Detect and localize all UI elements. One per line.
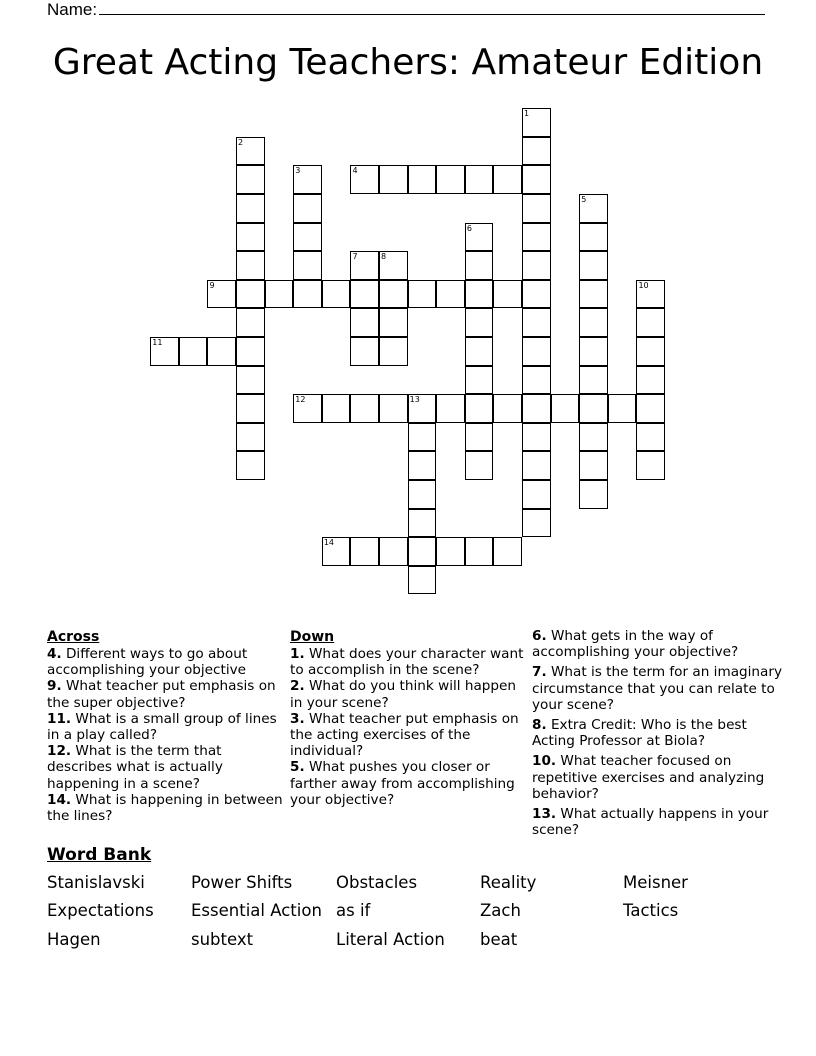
clue-number: 14 <box>323 538 335 548</box>
grid-cell[interactable] <box>379 280 408 309</box>
across-clues <box>47 628 287 824</box>
clue-number: 7 <box>352 252 358 262</box>
grid-cell[interactable] <box>350 394 379 423</box>
clue-text: Extra Credit: Who is the best Acting Professor at Biola? <box>532 717 747 750</box>
grid-cell[interactable] <box>579 423 608 452</box>
clue-text: Different ways to go about accomplishing your objective <box>47 646 248 679</box>
grid-cell[interactable] <box>350 537 379 566</box>
grid-cell[interactable] <box>465 451 494 480</box>
grid-cell[interactable] <box>465 165 494 194</box>
word-bank-item: Hagen <box>47 930 101 949</box>
grid-cell[interactable] <box>465 423 494 452</box>
clue-text: What is a small group of lines in a play called? <box>47 710 277 744</box>
grid-cell[interactable] <box>636 423 665 452</box>
grid-cell[interactable] <box>522 251 551 280</box>
grid-cell[interactable] <box>493 537 522 566</box>
grid-cell[interactable] <box>293 394 322 423</box>
clue-number: 6 <box>466 223 472 233</box>
grid-cell[interactable] <box>236 280 265 309</box>
word-bank-item: Meisner <box>623 873 688 892</box>
grid-cell[interactable] <box>322 394 351 423</box>
clue <box>532 753 782 802</box>
grid-cell[interactable] <box>379 337 408 366</box>
clue-text: What do you think will happen in your scene? <box>290 678 517 711</box>
across-heading: Across <box>47 629 100 645</box>
grid-cell[interactable] <box>465 223 494 252</box>
grid-cell[interactable] <box>493 394 522 423</box>
grid-cell[interactable] <box>636 337 665 366</box>
clue-num: 6. <box>532 628 547 644</box>
clue <box>532 717 782 749</box>
clue-num: 1. <box>290 646 305 662</box>
grid-cell[interactable] <box>579 223 608 252</box>
clue <box>290 678 530 710</box>
grid-cell[interactable] <box>579 280 608 309</box>
down-clues <box>290 628 530 808</box>
word-bank-item: Expectations <box>47 901 154 920</box>
grid-cell[interactable] <box>579 366 608 395</box>
word-bank-item: as if <box>336 901 371 920</box>
clue-number: 1 <box>524 109 530 119</box>
grid-cell[interactable] <box>293 194 322 223</box>
grid-cell[interactable] <box>465 308 494 337</box>
grid-cell[interactable] <box>522 337 551 366</box>
grid-cell[interactable] <box>236 137 265 166</box>
grid-cell[interactable] <box>436 280 465 309</box>
clue-num: 2. <box>290 678 305 695</box>
grid-cell[interactable] <box>522 194 551 223</box>
grid-cell[interactable] <box>293 223 322 252</box>
grid-cell[interactable] <box>522 108 551 137</box>
grid-cell[interactable] <box>579 394 608 423</box>
grid-cell[interactable] <box>236 337 265 366</box>
grid-cell[interactable] <box>322 537 351 566</box>
grid-cell[interactable] <box>579 194 608 223</box>
grid-cell[interactable] <box>379 308 408 337</box>
clue-number: 13 <box>409 395 420 405</box>
clue-text: What does your character want to accomplish in the scene? <box>290 646 524 679</box>
clue-text: What teacher put emphasis on the super objective? <box>47 678 276 711</box>
grid-cell[interactable] <box>522 280 551 309</box>
grid-cell[interactable] <box>408 537 437 566</box>
grid-cell[interactable] <box>322 280 351 309</box>
clue-number: 8 <box>381 252 387 262</box>
clue-num: 7. <box>532 664 547 681</box>
grid-cell[interactable] <box>579 480 608 509</box>
grid-cell[interactable] <box>236 366 265 395</box>
grid-cell[interactable] <box>408 566 437 595</box>
grid-cell[interactable] <box>493 280 522 309</box>
grid-cell[interactable] <box>636 308 665 337</box>
clue-number: 2 <box>238 137 244 147</box>
clue-num: 5. <box>290 759 305 776</box>
clue <box>47 678 287 710</box>
grid-cell[interactable] <box>236 451 265 480</box>
grid-cell[interactable] <box>636 394 665 423</box>
grid-cell[interactable] <box>465 280 494 309</box>
word-bank-item: Zach <box>480 901 521 920</box>
grid-cell[interactable] <box>408 509 437 538</box>
grid-cell[interactable] <box>408 165 437 194</box>
grid-cell[interactable] <box>636 366 665 395</box>
clue <box>47 711 287 743</box>
word-bank-item: Reality <box>480 873 537 892</box>
grid-cell[interactable] <box>150 337 179 366</box>
grid-cell[interactable] <box>207 280 236 309</box>
clue-number: 11 <box>152 338 163 348</box>
grid-cell[interactable] <box>350 280 379 309</box>
grid-cell[interactable] <box>579 451 608 480</box>
clue-text: What is the term that describes what is actually happening in a scene? <box>47 743 223 792</box>
grid-cell[interactable] <box>636 451 665 480</box>
clue <box>532 664 782 713</box>
grid-cell[interactable] <box>293 280 322 309</box>
grid-cell[interactable] <box>408 451 437 480</box>
grid-cell[interactable] <box>551 394 580 423</box>
grid-cell[interactable] <box>265 280 294 309</box>
clue-number: 9 <box>209 280 215 290</box>
grid-cell[interactable] <box>350 308 379 337</box>
clue-num: 11. <box>47 710 72 727</box>
grid-cell[interactable] <box>436 165 465 194</box>
clue-number: 10 <box>638 280 649 290</box>
grid-cell[interactable] <box>236 308 265 337</box>
grid-cell[interactable] <box>579 308 608 337</box>
clue <box>532 628 782 660</box>
grid-cell[interactable] <box>236 394 265 423</box>
grid-cell[interactable] <box>236 223 265 252</box>
word-bank-item: Power Shifts <box>191 873 293 892</box>
grid-cell[interactable] <box>636 280 665 309</box>
word-bank-item: Stanislavski <box>47 873 145 892</box>
grid-cell[interactable] <box>236 165 265 194</box>
grid-cell[interactable] <box>579 251 608 280</box>
grid-cell[interactable] <box>379 165 408 194</box>
clue-text: What actually happens in your scene? <box>532 806 769 839</box>
clue-text: What is the term for an imaginary circumstance that you can relate to your scene? <box>532 664 783 713</box>
clue-num: 4. <box>47 646 62 662</box>
clue-text: What pushes you closer or farther away from accomplishing your objective? <box>290 759 515 808</box>
clue-number: 5 <box>581 195 587 205</box>
clue-num: 9. <box>47 678 62 695</box>
grid-cell[interactable] <box>522 509 551 538</box>
down-clues-continued <box>532 628 782 838</box>
grid-cell[interactable] <box>579 337 608 366</box>
clue <box>290 646 530 678</box>
name-line[interactable] <box>99 0 765 15</box>
clue <box>532 806 782 838</box>
grid-cell[interactable] <box>522 394 551 423</box>
grid-cell[interactable] <box>522 165 551 194</box>
name-field[interactable] <box>47 0 765 20</box>
word-bank-title: Word Bank <box>47 845 152 865</box>
grid-cell[interactable] <box>350 165 379 194</box>
grid-cell[interactable] <box>350 337 379 366</box>
grid-cell[interactable] <box>465 337 494 366</box>
word-bank-item: Obstacles <box>336 873 418 892</box>
grid-cell[interactable] <box>236 251 265 280</box>
grid-cell[interactable] <box>236 423 265 452</box>
clue-number: 12 <box>295 395 306 405</box>
clue <box>47 792 287 824</box>
word-bank-item: Tactics <box>623 901 679 920</box>
grid-cell[interactable] <box>436 394 465 423</box>
grid-cell[interactable] <box>522 137 551 166</box>
word-bank-item: Essential Action <box>191 901 322 920</box>
grid-cell[interactable] <box>465 537 494 566</box>
grid-cell[interactable] <box>379 394 408 423</box>
name-label: Name: <box>47 0 98 19</box>
grid-cell[interactable] <box>608 394 637 423</box>
clue-num: 12. <box>47 743 72 760</box>
grid-cell[interactable] <box>293 165 322 194</box>
clue-num: 14. <box>47 791 72 808</box>
clue-text: What teacher put emphasis on the acting exercises of the individual? <box>290 710 519 760</box>
grid-cell[interactable] <box>465 394 494 423</box>
clue <box>290 759 530 808</box>
grid-cell[interactable] <box>379 251 408 280</box>
clue-number: 4 <box>352 166 358 176</box>
clue-text: What gets in the way of accomplishing your objective? <box>532 628 739 661</box>
grid-cell[interactable] <box>522 423 551 452</box>
grid-cell[interactable] <box>408 394 437 423</box>
word-bank-item: subtext <box>191 930 254 949</box>
grid-cell[interactable] <box>408 480 437 509</box>
word-bank-item: Literal Action <box>336 930 445 949</box>
grid-cell[interactable] <box>522 451 551 480</box>
page-title: Great Acting Teachers: Amateur Edition <box>52 42 764 83</box>
grid-cell[interactable] <box>350 251 379 280</box>
word-bank-item: beat <box>480 930 518 949</box>
grid-cell[interactable] <box>465 366 494 395</box>
clue-number: 3 <box>295 166 301 176</box>
grid-cell[interactable] <box>493 165 522 194</box>
grid-cell[interactable] <box>379 537 408 566</box>
clue <box>47 646 287 678</box>
clue <box>290 711 530 760</box>
grid-cell[interactable] <box>522 480 551 509</box>
grid-cell[interactable] <box>436 537 465 566</box>
clue <box>47 743 287 792</box>
grid-cell[interactable] <box>408 280 437 309</box>
grid-cell[interactable] <box>179 337 208 366</box>
clue-text: What is happening in between the lines? <box>47 791 283 825</box>
clue-num: 13. <box>532 806 557 823</box>
clue-num: 3. <box>290 710 305 727</box>
grid-cell[interactable] <box>236 194 265 223</box>
grid-cell[interactable] <box>207 337 236 366</box>
clue-num: 8. <box>532 717 547 734</box>
grid-cell[interactable] <box>408 423 437 452</box>
grid-cell[interactable] <box>522 223 551 252</box>
grid-cell[interactable] <box>522 308 551 337</box>
down-heading: Down <box>290 629 335 645</box>
clue-text: What teacher focused on repetitive exercises and analyzing behavior? <box>532 753 765 802</box>
grid-cell[interactable] <box>465 251 494 280</box>
grid-cell[interactable] <box>293 251 322 280</box>
grid-cell[interactable] <box>522 366 551 395</box>
clue-num: 10. <box>532 753 557 770</box>
